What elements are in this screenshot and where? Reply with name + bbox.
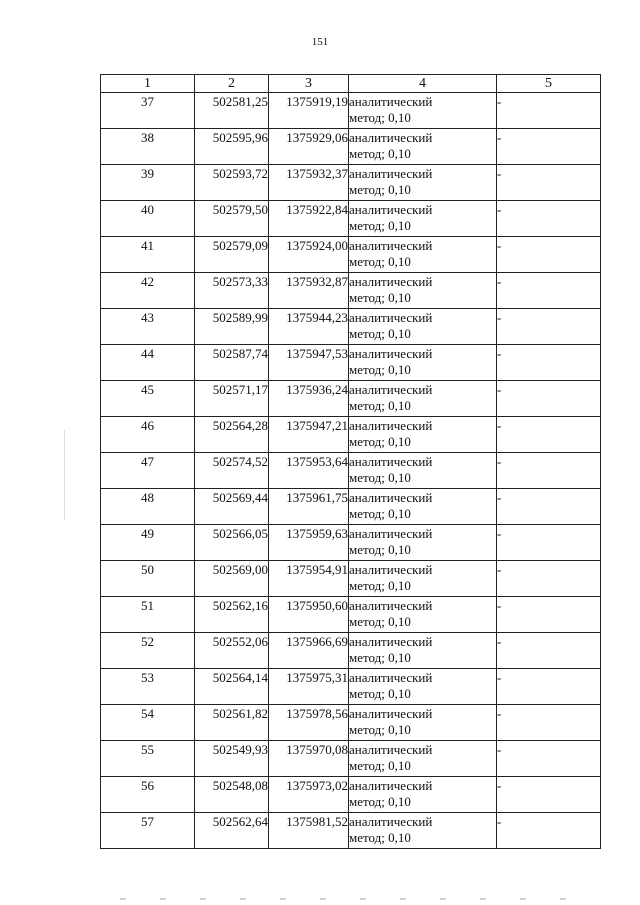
x-coordinate-cell: 502564,28 xyxy=(195,417,269,453)
y-coordinate-cell: 1375932,37 xyxy=(269,165,349,201)
note-cell: - xyxy=(497,381,601,417)
method-cell xyxy=(349,309,497,345)
note-cell: - xyxy=(497,345,601,381)
table-row xyxy=(101,777,601,813)
table-row xyxy=(101,129,601,165)
y-coordinate-cell: 1375947,21 xyxy=(269,417,349,453)
table-row xyxy=(101,237,601,273)
note-cell: - xyxy=(497,561,601,597)
note-cell: - xyxy=(497,741,601,777)
table-row xyxy=(101,273,601,309)
method-cell xyxy=(349,129,497,165)
y-coordinate-cell: 1375961,75 xyxy=(269,489,349,525)
table-row xyxy=(101,201,601,237)
table-body xyxy=(101,93,601,849)
header-col-1: 1 xyxy=(101,75,195,93)
method-line-2: метод; 0,10 xyxy=(349,290,411,305)
method-line-2: метод; 0,10 xyxy=(349,434,411,449)
table-row xyxy=(101,417,601,453)
x-coordinate-cell: 502562,16 xyxy=(195,597,269,633)
scan-edge-mark xyxy=(64,430,65,520)
point-number-cell: 56 xyxy=(101,777,195,813)
table-row xyxy=(101,345,601,381)
table-row xyxy=(101,561,601,597)
point-number-cell: 54 xyxy=(101,705,195,741)
note-cell: - xyxy=(497,417,601,453)
method-cell xyxy=(349,273,497,309)
x-coordinate-cell: 502562,64 xyxy=(195,813,269,849)
y-coordinate-cell: 1375953,64 xyxy=(269,453,349,489)
table-row xyxy=(101,309,601,345)
point-number-cell: 45 xyxy=(101,381,195,417)
point-number-cell: 40 xyxy=(101,201,195,237)
table-row xyxy=(101,525,601,561)
method-line-2: метод; 0,10 xyxy=(349,470,411,485)
point-number-cell: 51 xyxy=(101,597,195,633)
y-coordinate-cell: 1375966,69 xyxy=(269,633,349,669)
note-cell: - xyxy=(497,705,601,741)
coordinates-table xyxy=(100,74,601,849)
method-cell xyxy=(349,381,497,417)
header-col-5: 5 xyxy=(497,75,601,93)
note-cell: - xyxy=(497,489,601,525)
note-cell: - xyxy=(497,453,601,489)
point-number-cell: 39 xyxy=(101,165,195,201)
x-coordinate-cell: 502566,05 xyxy=(195,525,269,561)
y-coordinate-cell: 1375929,06 xyxy=(269,129,349,165)
method-line-1: аналитический xyxy=(349,562,433,577)
y-coordinate-cell: 1375919,19 xyxy=(269,93,349,129)
point-number-cell: 50 xyxy=(101,561,195,597)
x-coordinate-cell: 502571,17 xyxy=(195,381,269,417)
note-cell: - xyxy=(497,525,601,561)
point-number-cell: 46 xyxy=(101,417,195,453)
method-line-2: метод; 0,10 xyxy=(349,254,411,269)
method-cell xyxy=(349,561,497,597)
y-coordinate-cell: 1375936,24 xyxy=(269,381,349,417)
method-line-1: аналитический xyxy=(349,814,433,829)
x-coordinate-cell: 502587,74 xyxy=(195,345,269,381)
method-line-2: метод; 0,10 xyxy=(349,542,411,557)
page-number: 151 xyxy=(311,36,329,48)
y-coordinate-cell: 1375950,60 xyxy=(269,597,349,633)
table-row xyxy=(101,381,601,417)
y-coordinate-cell: 1375922,84 xyxy=(269,201,349,237)
point-number-cell: 53 xyxy=(101,669,195,705)
note-cell: - xyxy=(497,201,601,237)
method-line-1: аналитический xyxy=(349,778,433,793)
method-cell xyxy=(349,417,497,453)
header-col-4: 4 xyxy=(349,75,497,93)
table-row xyxy=(101,489,601,525)
x-coordinate-cell: 502552,06 xyxy=(195,633,269,669)
table-header-row xyxy=(101,75,601,93)
point-number-cell: 55 xyxy=(101,741,195,777)
point-number-cell: 47 xyxy=(101,453,195,489)
table-row xyxy=(101,633,601,669)
method-line-1: аналитический xyxy=(349,454,433,469)
method-cell xyxy=(349,453,497,489)
method-line-1: аналитический xyxy=(349,526,433,541)
point-number-cell: 44 xyxy=(101,345,195,381)
method-line-1: аналитический xyxy=(349,634,433,649)
method-line-1: аналитический xyxy=(349,742,433,757)
method-line-2: метод; 0,10 xyxy=(349,794,411,809)
method-cell xyxy=(349,633,497,669)
y-coordinate-cell: 1375981,52 xyxy=(269,813,349,849)
method-cell xyxy=(349,201,497,237)
method-line-1: аналитический xyxy=(349,598,433,613)
table-row xyxy=(101,813,601,849)
note-cell: - xyxy=(497,165,601,201)
method-cell xyxy=(349,741,497,777)
method-line-2: метод; 0,10 xyxy=(349,758,411,773)
method-line-1: аналитический xyxy=(349,346,433,361)
point-number-cell: 38 xyxy=(101,129,195,165)
x-coordinate-cell: 502564,14 xyxy=(195,669,269,705)
x-coordinate-cell: 502574,52 xyxy=(195,453,269,489)
method-line-1: аналитический xyxy=(349,490,433,505)
method-line-2: метод; 0,10 xyxy=(349,218,411,233)
method-line-1: аналитический xyxy=(349,166,433,181)
y-coordinate-cell: 1375975,31 xyxy=(269,669,349,705)
method-line-1: аналитический xyxy=(349,130,433,145)
x-coordinate-cell: 502595,96 xyxy=(195,129,269,165)
method-line-1: аналитический xyxy=(349,310,433,325)
point-number-cell: 42 xyxy=(101,273,195,309)
method-line-1: аналитический xyxy=(349,670,433,685)
table-row xyxy=(101,597,601,633)
note-cell: - xyxy=(497,633,601,669)
method-cell xyxy=(349,777,497,813)
method-line-2: метод; 0,10 xyxy=(349,398,411,413)
point-number-cell: 52 xyxy=(101,633,195,669)
method-cell xyxy=(349,525,497,561)
method-line-2: метод; 0,10 xyxy=(349,686,411,701)
method-cell xyxy=(349,93,497,129)
point-number-cell: 57 xyxy=(101,813,195,849)
x-coordinate-cell: 502561,82 xyxy=(195,705,269,741)
y-coordinate-cell: 1375932,87 xyxy=(269,273,349,309)
note-cell: - xyxy=(497,237,601,273)
x-coordinate-cell: 502579,50 xyxy=(195,201,269,237)
y-coordinate-cell: 1375970,08 xyxy=(269,741,349,777)
note-cell: - xyxy=(497,93,601,129)
table-row xyxy=(101,705,601,741)
method-cell xyxy=(349,345,497,381)
y-coordinate-cell: 1375978,56 xyxy=(269,705,349,741)
method-cell xyxy=(349,489,497,525)
method-line-2: метод; 0,10 xyxy=(349,830,411,845)
x-coordinate-cell: 502569,00 xyxy=(195,561,269,597)
note-cell: - xyxy=(497,813,601,849)
table-row xyxy=(101,669,601,705)
method-line-2: метод; 0,10 xyxy=(349,326,411,341)
method-line-2: метод; 0,10 xyxy=(349,182,411,197)
x-coordinate-cell: 502589,99 xyxy=(195,309,269,345)
y-coordinate-cell: 1375954,91 xyxy=(269,561,349,597)
method-line-2: метод; 0,10 xyxy=(349,506,411,521)
x-coordinate-cell: 502549,93 xyxy=(195,741,269,777)
y-coordinate-cell: 1375959,63 xyxy=(269,525,349,561)
point-number-cell: 37 xyxy=(101,93,195,129)
method-cell xyxy=(349,165,497,201)
table-row xyxy=(101,165,601,201)
method-line-1: аналитический xyxy=(349,94,433,109)
note-cell: - xyxy=(497,597,601,633)
y-coordinate-cell: 1375924,00 xyxy=(269,237,349,273)
table-row xyxy=(101,741,601,777)
x-coordinate-cell: 502593,72 xyxy=(195,165,269,201)
x-coordinate-cell: 502573,33 xyxy=(195,273,269,309)
method-line-1: аналитический xyxy=(349,238,433,253)
method-line-2: метод; 0,10 xyxy=(349,362,411,377)
y-coordinate-cell: 1375944,23 xyxy=(269,309,349,345)
method-line-1: аналитический xyxy=(349,382,433,397)
method-cell xyxy=(349,597,497,633)
point-number-cell: 48 xyxy=(101,489,195,525)
table-row xyxy=(101,453,601,489)
method-cell xyxy=(349,705,497,741)
header-col-3: 3 xyxy=(269,75,349,93)
method-line-1: аналитический xyxy=(349,202,433,217)
method-cell xyxy=(349,813,497,849)
note-cell: - xyxy=(497,309,601,345)
point-number-cell: 49 xyxy=(101,525,195,561)
point-number-cell: 41 xyxy=(101,237,195,273)
point-number-cell: 43 xyxy=(101,309,195,345)
method-line-2: метод; 0,10 xyxy=(349,110,411,125)
method-cell xyxy=(349,237,497,273)
method-line-1: аналитический xyxy=(349,706,433,721)
x-coordinate-cell: 502581,25 xyxy=(195,93,269,129)
y-coordinate-cell: 1375947,53 xyxy=(269,345,349,381)
table-row xyxy=(101,93,601,129)
note-cell: - xyxy=(497,669,601,705)
scan-footer-strip xyxy=(120,898,580,900)
method-line-1: аналитический xyxy=(349,274,433,289)
method-line-2: метод; 0,10 xyxy=(349,722,411,737)
note-cell: - xyxy=(497,777,601,813)
method-line-2: метод; 0,10 xyxy=(349,650,411,665)
method-line-2: метод; 0,10 xyxy=(349,146,411,161)
x-coordinate-cell: 502569,44 xyxy=(195,489,269,525)
header-col-2: 2 xyxy=(195,75,269,93)
y-coordinate-cell: 1375973,02 xyxy=(269,777,349,813)
method-line-2: метод; 0,10 xyxy=(349,614,411,629)
method-line-2: метод; 0,10 xyxy=(349,578,411,593)
note-cell: - xyxy=(497,273,601,309)
note-cell: - xyxy=(497,129,601,165)
x-coordinate-cell: 502548,08 xyxy=(195,777,269,813)
method-line-1: аналитический xyxy=(349,418,433,433)
x-coordinate-cell: 502579,09 xyxy=(195,237,269,273)
method-cell xyxy=(349,669,497,705)
